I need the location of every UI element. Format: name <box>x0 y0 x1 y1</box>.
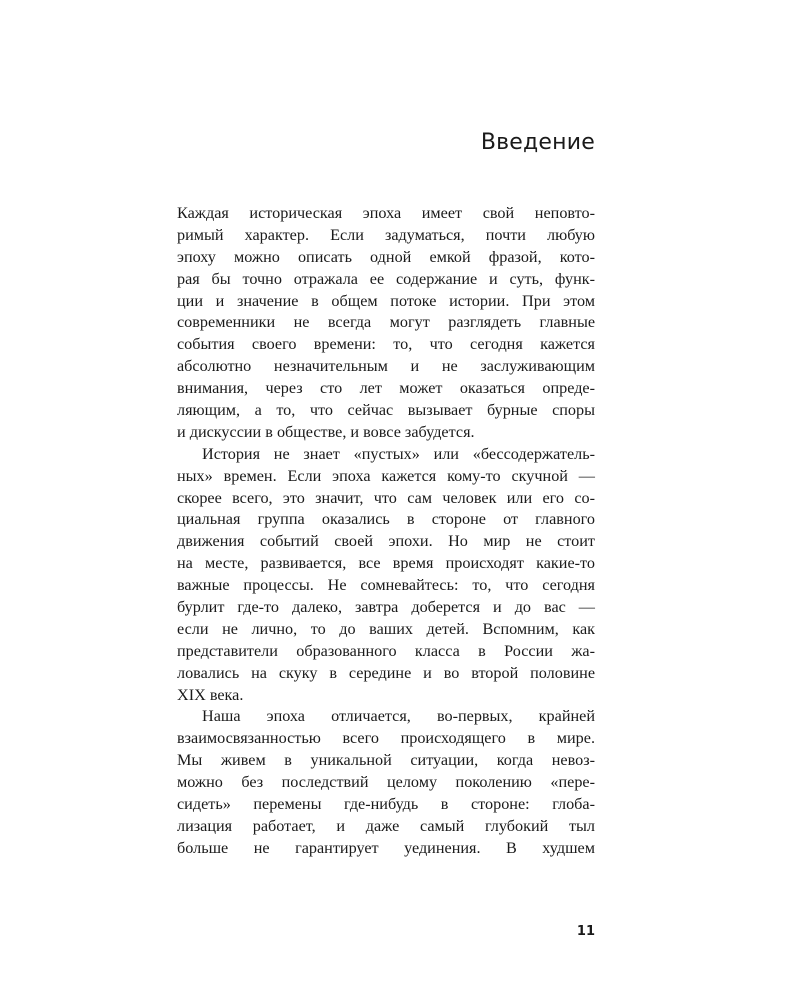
body-text <box>177 203 595 860</box>
text-line: больше не гарантирует уединения. В худшем <box>177 838 595 857</box>
text-line: ции и значение в общем потоке истории. При этом <box>177 291 595 310</box>
text-line: бурлит где-то далеко, завтра доберется и до вас — <box>177 598 595 617</box>
text-line: движения событий своей эпохи. Но мир не стоит <box>177 532 595 551</box>
text-line: Мы живем в уникальной ситуации, когда невоз- <box>177 751 595 770</box>
text-line: современники не всегда могут разглядеть главные <box>177 313 595 332</box>
chapter-title: Введение <box>480 130 595 155</box>
text-line: ных» времен. Если эпоха кажется кому-то скучной — <box>177 466 595 485</box>
text-line: важные процессы. Не сомневайтесь: то, что сегодня <box>177 576 595 595</box>
text-line: события своего времени: то, что сегодня кажется <box>177 335 595 354</box>
text-line: если не лично, то до ваших детей. Вспомним, как <box>177 619 595 638</box>
text-line: на месте, развивается, все время происходят какие-то <box>177 554 595 573</box>
text-line: сидеть» перемены где-нибудь в стороне: глоба- <box>177 795 595 814</box>
text-line: представители образованного класса в России жа- <box>177 641 595 660</box>
text-line: Наша эпоха отличается, во-первых, крайней <box>202 707 595 726</box>
text-line: ловались на скуку в середине и во второй половине <box>177 663 595 682</box>
text-line: ляющим, а то, что сейчас вызывает бурные споры <box>177 401 595 420</box>
text-line: циальная группа оказались в стороне от главного <box>177 510 595 529</box>
page-number: 11 <box>576 924 595 939</box>
text-line: скорее всего, это значит, что сам человек или его со- <box>177 488 595 507</box>
text-line: римый характер. Если задуматься, почти любую <box>177 225 595 244</box>
text-line: абсолютно незначительным и не заслуживающим <box>177 357 595 376</box>
text-line: и дискуссии в обществе, и вовсе забудется. <box>177 422 475 441</box>
text-line: рая бы точно отражала ее содержание и суть, функ- <box>177 269 595 288</box>
text-line: XIX века. <box>177 685 244 704</box>
text-line: лизация работает, и даже самый глубокий тыл <box>177 816 595 835</box>
text-line: Каждая историческая эпоха имеет свой неповто- <box>177 204 595 222</box>
text-line: можно без последствий целому поколению «пере- <box>177 773 595 792</box>
text-line: эпоху можно описать одной емкой фразой, кото- <box>177 247 595 266</box>
text-line: взаимосвязанностью всего происходящего в мире. <box>177 729 595 748</box>
text-line: внимания, через сто лет может оказаться опреде- <box>177 379 595 398</box>
text-line: История не знает «пустых» или «бессодержатель- <box>202 444 595 463</box>
